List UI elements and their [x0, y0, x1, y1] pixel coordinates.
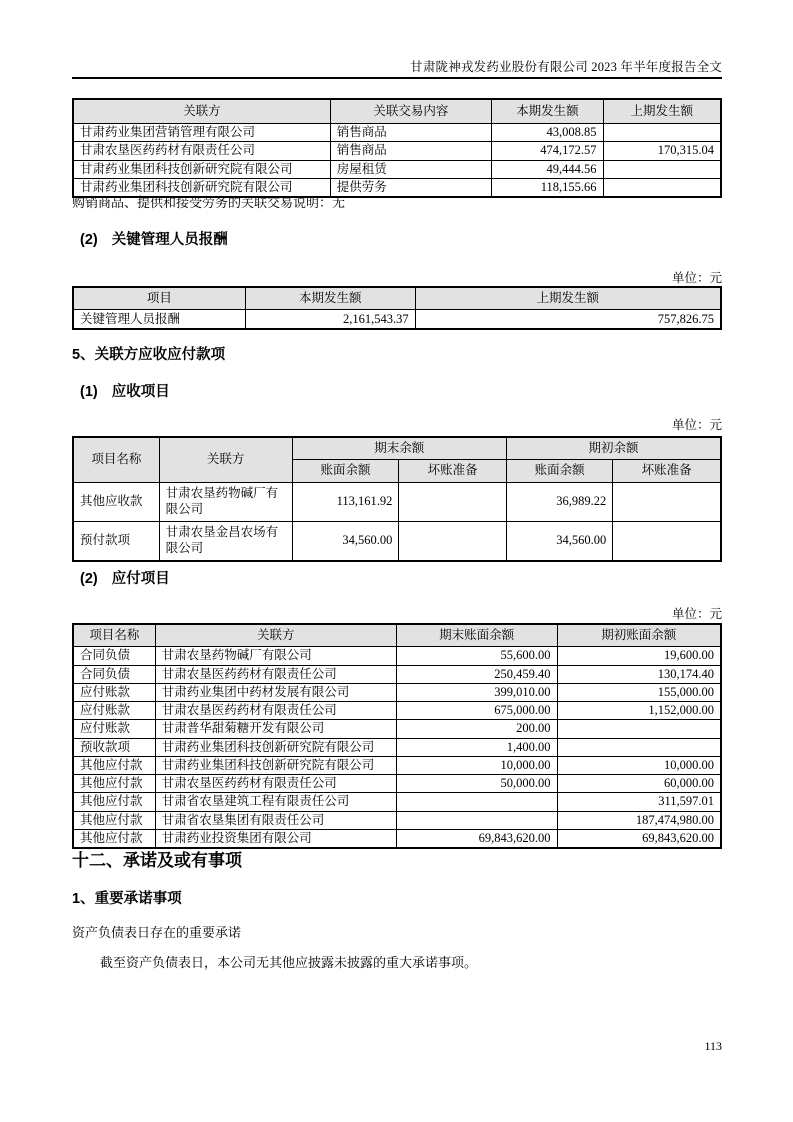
- heading-commitments-contingencies: 十二、承诺及或有事项: [72, 851, 242, 870]
- table-cell: 甘肃农垦医药药材有限责任公司: [155, 665, 396, 683]
- table-cell: 60,000.00: [557, 775, 721, 793]
- table-cell: 应付账款: [73, 683, 155, 701]
- column-header: 项目名称: [73, 437, 159, 482]
- table-cell: 预收款项: [73, 738, 155, 756]
- payables-table: [72, 623, 722, 849]
- table-cell: 474,172.57: [492, 142, 603, 160]
- heading-number: (2): [80, 571, 98, 587]
- running-head: [72, 57, 722, 75]
- commitment-paragraph-1: 资产负债表日存在的重要承诺: [72, 925, 242, 940]
- table-cell: [557, 720, 721, 738]
- column-header: 关联方: [155, 624, 396, 647]
- table-cell: 甘肃普华甜菊糖开发有限公司: [155, 720, 396, 738]
- table-cell: 其他应付款: [73, 793, 155, 811]
- header-divider: [72, 77, 722, 79]
- table-cell: 130,174.40: [557, 665, 721, 683]
- table-cell: 69,843,620.00: [557, 829, 721, 848]
- heading-receivables: [80, 380, 170, 401]
- table-cell: [603, 124, 721, 142]
- table-cell: 113,161.92: [292, 482, 399, 521]
- table-header-row: [73, 624, 721, 647]
- table-cell: 19,600.00: [557, 647, 721, 665]
- column-header: 上期发生额: [415, 287, 721, 310]
- table-cell: 其他应付款: [73, 811, 155, 829]
- table-cell: 甘肃省农垦建筑工程有限责任公司: [155, 793, 396, 811]
- heading-text: 关键管理人员报酬: [111, 232, 228, 248]
- table-cell: [613, 521, 721, 561]
- commitment-paragraph-2: 截至资产负债表日，本公司无其他应披露未披露的重大承诺事项。: [100, 955, 478, 970]
- table-row: [73, 738, 721, 756]
- table-cell: 55,600.00: [396, 647, 557, 665]
- table-cell: 170,315.04: [603, 142, 721, 160]
- table-cell: 甘肃药业投资集团有限公司: [155, 829, 396, 848]
- table-cell: 其他应收款: [73, 482, 159, 521]
- table-cell: 应付账款: [73, 720, 155, 738]
- column-header: 本期发生额: [245, 287, 415, 310]
- table-row: [73, 647, 721, 665]
- table-row: [73, 775, 721, 793]
- heading-management-compensation: [80, 228, 228, 249]
- table-cell: 10,000.00: [557, 756, 721, 774]
- column-header: 项目名称: [73, 624, 155, 647]
- table-cell: 关键管理人员报酬: [73, 310, 245, 330]
- column-header: 期末账面余额: [396, 624, 557, 647]
- management-compensation-table: [72, 286, 722, 330]
- table-header-row: [73, 99, 721, 124]
- table-cell: 合同负债: [73, 665, 155, 683]
- column-header: 期初余额: [506, 437, 721, 460]
- table-cell: 提供劳务: [330, 178, 491, 197]
- column-header: 账面余额: [292, 460, 399, 482]
- table-cell: 其他应付款: [73, 829, 155, 848]
- table-row: [73, 482, 721, 521]
- table-cell: 34,560.00: [506, 521, 612, 561]
- table-cell: 甘肃药业集团中药材发展有限公司: [155, 683, 396, 701]
- column-header: 期初账面余额: [557, 624, 721, 647]
- table-header-row: [73, 437, 721, 460]
- table-cell: 155,000.00: [557, 683, 721, 701]
- table-cell: 甘肃药业集团科技创新研究院有限公司: [73, 160, 330, 178]
- column-header: 上期发生额: [603, 99, 721, 124]
- table-cell: [603, 160, 721, 178]
- table-cell: [399, 482, 507, 521]
- table-row: [73, 811, 721, 829]
- table-cell: 2,161,543.37: [245, 310, 415, 330]
- column-header: 坏账准备: [613, 460, 721, 482]
- table-cell: 43,008.85: [492, 124, 603, 142]
- table-row: [73, 521, 721, 561]
- table-cell: 甘肃农垦药物碱厂有限公司: [159, 482, 292, 521]
- table-row: [73, 310, 721, 330]
- table-cell: 其他应付款: [73, 756, 155, 774]
- table-header-row: [73, 287, 721, 310]
- table-cell: 甘肃药业集团科技创新研究院有限公司: [155, 756, 396, 774]
- heading-payables: [80, 567, 170, 588]
- table-cell: 合同负债: [73, 647, 155, 665]
- table-cell: 甘肃药业集团科技创新研究院有限公司: [73, 178, 330, 197]
- table-cell: 311,597.01: [557, 793, 721, 811]
- table-cell: 甘肃省农垦集团有限责任公司: [155, 811, 396, 829]
- unit-label-compensation: 单位：元: [671, 271, 722, 285]
- table-cell: 34,560.00: [292, 521, 399, 561]
- related-transactions-note: 购销商品、提供和接受劳务的关联交易说明：无: [72, 195, 346, 210]
- table-cell: 757,826.75: [415, 310, 721, 330]
- table-row: [73, 124, 721, 142]
- table-cell: [557, 738, 721, 756]
- table-row: [73, 702, 721, 720]
- table-cell: 销售商品: [330, 142, 491, 160]
- heading-text: 应付项目: [111, 571, 170, 587]
- table-cell: 应付账款: [73, 702, 155, 720]
- table-cell: 50,000.00: [396, 775, 557, 793]
- table-cell: 销售商品: [330, 124, 491, 142]
- table-row: [73, 665, 721, 683]
- table-row: [73, 142, 721, 160]
- table-cell: 房屋租赁: [330, 160, 491, 178]
- heading-number: (2): [80, 232, 98, 248]
- table-cell: 1,152,000.00: [557, 702, 721, 720]
- unit-label-receivables: 单位：元: [671, 418, 722, 432]
- column-header: 账面余额: [506, 460, 612, 482]
- table-row: [73, 793, 721, 811]
- heading-text: 应收项目: [111, 384, 170, 400]
- table-cell: 200.00: [396, 720, 557, 738]
- table-row: [73, 720, 721, 738]
- table-cell: 399,010.00: [396, 683, 557, 701]
- table-cell: 甘肃药业集团科技创新研究院有限公司: [155, 738, 396, 756]
- table-cell: 其他应付款: [73, 775, 155, 793]
- column-header: 项目: [73, 287, 245, 310]
- table-cell: 甘肃农垦金昌农场有限公司: [159, 521, 292, 561]
- table-cell: 187,474,980.00: [557, 811, 721, 829]
- table-cell: 甘肃药业集团营销管理有限公司: [73, 124, 330, 142]
- unit-label-payables: 单位：元: [671, 607, 722, 621]
- table-cell: 69,843,620.00: [396, 829, 557, 848]
- related-transactions-table: [72, 98, 722, 198]
- table-row: [73, 160, 721, 178]
- table-cell: [396, 793, 557, 811]
- table-cell: 甘肃农垦医药药材有限责任公司: [73, 142, 330, 160]
- table-cell: 675,000.00: [396, 702, 557, 720]
- table-cell: 甘肃农垦药物碱厂有限公司: [155, 647, 396, 665]
- column-header: 期末余额: [292, 437, 506, 460]
- table-cell: 甘肃农垦医药药材有限责任公司: [155, 775, 396, 793]
- heading-important-commitments: 1、重要承诺事项: [72, 891, 182, 907]
- heading-related-balances: 5、关联方应收应付款项: [72, 347, 226, 363]
- column-header: 本期发生额: [492, 99, 603, 124]
- table-cell: 预付款项: [73, 521, 159, 561]
- report-title: 甘肃陇神戎发药业股份有限公司 2023 年半年度报告全文: [410, 60, 722, 74]
- table-cell: [613, 482, 721, 521]
- column-header: 关联交易内容: [330, 99, 491, 124]
- column-header: 关联方: [73, 99, 330, 124]
- page-number: 113: [704, 1039, 722, 1053]
- table-cell: 1,400.00: [396, 738, 557, 756]
- column-header: 关联方: [159, 437, 292, 482]
- table-cell: 36,989.22: [506, 482, 612, 521]
- receivables-table: [72, 436, 722, 562]
- table-row: [73, 683, 721, 701]
- heading-number: (1): [80, 384, 98, 400]
- table-cell: 甘肃农垦医药药材有限责任公司: [155, 702, 396, 720]
- table-cell: 250,459.40: [396, 665, 557, 683]
- table-cell: 49,444.56: [492, 160, 603, 178]
- table-cell: [399, 521, 507, 561]
- column-header: 坏账准备: [399, 460, 507, 482]
- table-cell: [396, 811, 557, 829]
- table-cell: 10,000.00: [396, 756, 557, 774]
- table-row: [73, 756, 721, 774]
- table-cell: 118,155.66: [492, 178, 603, 197]
